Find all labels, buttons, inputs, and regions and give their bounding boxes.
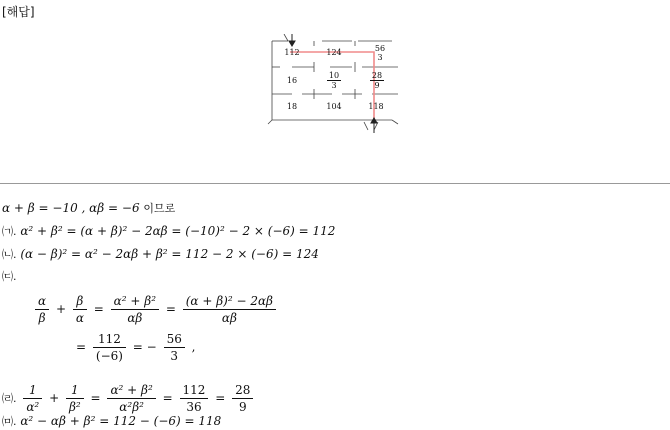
c-frac-5 [93,332,126,363]
c-plus: + [55,302,66,316]
maze-cell-r2c2-den: 3 [331,81,337,90]
c-frac-6-num: 56 [164,332,185,348]
item-d-label: ㈃. [2,392,17,405]
d-equals-2: = [162,391,173,405]
item-a-equation: α² + β² = (α + β)² − 2αβ = (−10)² − 2 × (−6) = 112 [20,224,336,238]
maze-cell-r1c3-num: 56 [374,44,386,53]
item-a [2,223,335,239]
c-frac-4-den: αβ [221,311,237,325]
c-frac-6-den: 3 [170,349,179,363]
c-frac-1-den: β [38,311,46,325]
d-frac-4-den: 36 [186,400,202,414]
c-comma: , [191,340,196,354]
given-suffix: 이므로 [143,202,176,215]
item-e [2,413,221,429]
c-minus: − [146,340,157,354]
c-frac-6 [164,332,185,363]
maze-cell-r3c3: 118 [368,102,384,111]
maze-cell-r3c1: 18 [286,102,298,111]
maze-cell-r1c3-den: 3 [377,53,383,62]
c-frac-5-num: 112 [93,332,126,348]
maze-cell-r2c2-num: 10 [328,71,340,80]
c-frac-2 [73,294,87,325]
item-b-label: ㈁. [2,248,17,261]
d-frac-3-num: α² + β² [107,383,155,399]
c-equals-2: = [165,302,176,316]
maze-cell-r1c2: 124 [326,48,342,57]
maze-cell-r2c3-num: 28 [371,71,383,80]
c-frac-3 [111,294,159,325]
c-frac-4 [183,294,276,325]
maze-cell-r2c3-den: 9 [374,81,380,90]
item-e-equation: α² − αβ + β² = 112 − (−6) = 118 [20,414,222,428]
c-frac-2-den: α [75,311,84,325]
d-frac-5 [232,383,253,414]
d-frac-1-den: α² [26,400,40,414]
c-frac-1 [35,294,49,325]
maze-cell-r2c3-fraction [370,71,384,90]
d-frac-3-den: α²β² [119,400,144,414]
item-e-label: ㈄. [2,415,17,428]
c-frac-5-den: (−6) [95,349,123,363]
maze-figure [262,34,412,134]
maze-cell-r2c3 [362,71,392,90]
maze-cell-r2c2-fraction [327,71,341,90]
item-c-equation-line1 [32,294,279,325]
c-equals-3: = [76,340,87,354]
item-d [2,383,256,414]
maze-cell-r1c1: 112 [284,48,300,57]
item-c-equation-line2 [76,332,196,363]
item-b-equation: (α − β)² = α² − 2αβ + β² = 112 − 2 × (−6) = 124 [20,247,319,261]
maze-cell-r1c3 [365,44,395,62]
section-divider [0,183,670,184]
d-frac-1 [23,383,42,414]
d-frac-4-num: 112 [180,383,209,399]
d-frac-2-num: 1 [66,383,84,399]
maze-cell-r2c2 [319,71,349,90]
c-frac-3-den: αβ [127,311,143,325]
given-equation: α + β = −10 , αβ = −6 [2,201,140,215]
c-equals-1: = [93,302,104,316]
d-plus: + [49,391,60,405]
d-equals-3: = [215,391,226,405]
d-frac-4 [180,383,209,414]
c-frac-2-num: β [73,294,87,310]
d-frac-1-num: 1 [23,383,42,399]
c-frac-3-num: α² + β² [111,294,159,310]
item-c [2,268,17,284]
item-b [2,246,319,262]
d-frac-2-den: β² [68,400,81,414]
d-frac-5-num: 28 [232,383,253,399]
item-a-label: ㈀. [2,225,17,238]
maze-cell-r2c1: 16 [286,76,298,85]
item-c-label: ㈂. [2,270,17,283]
d-frac-3 [107,383,155,414]
maze-cell-r3c2: 104 [326,102,342,111]
c-equals-4: = [132,340,143,354]
d-equals-1: = [90,391,101,405]
given-line [2,200,175,216]
c-frac-4-num: (α + β)² − 2αβ [183,294,276,310]
d-frac-5-den: 9 [238,400,247,414]
d-frac-2 [66,383,84,414]
answer-header: [해답] [2,5,35,19]
c-frac-1-num: α [35,294,49,310]
